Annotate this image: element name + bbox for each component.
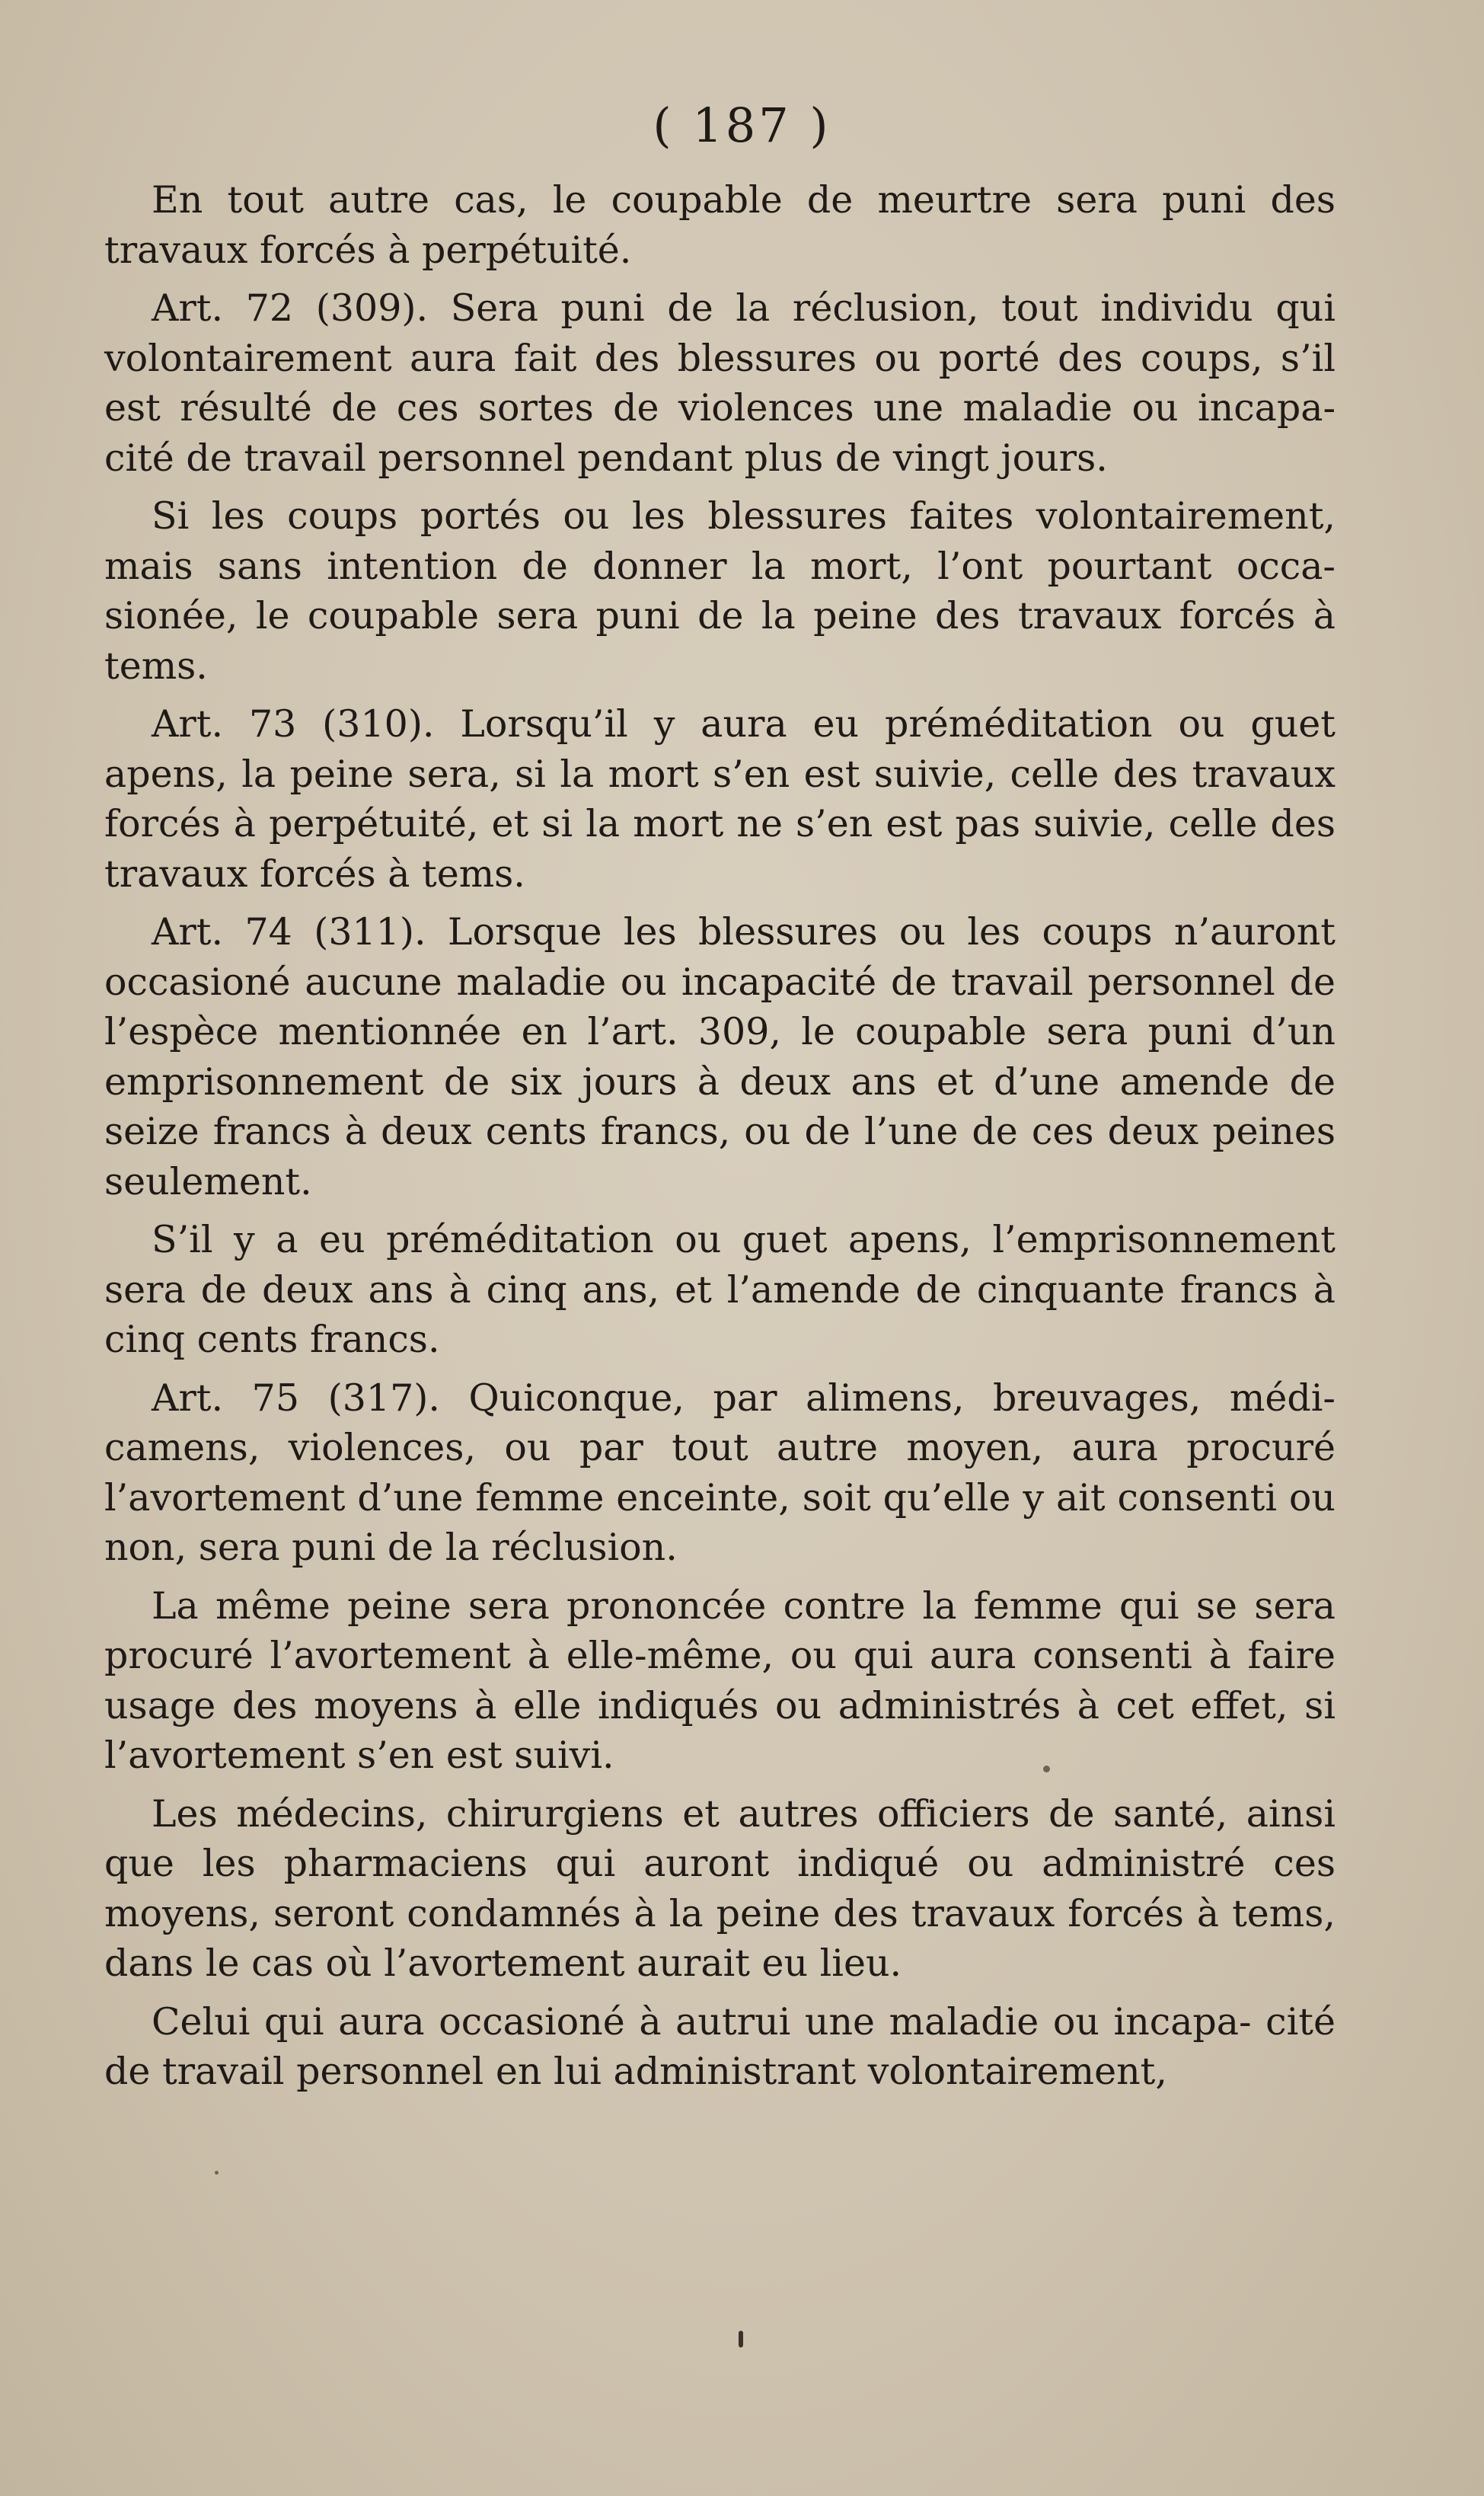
paragraph-coups-portes: Si les coups portés ou les blessures faites volontairement, mais sans intention de donner la mort, l’ont pourtant occa- sionée, le coupable sera puni de la peine des travaux forcés à tems. (104, 494, 1336, 688)
paragraph-art-73: Art. 73 (310). Lorsqu’il y aura eu préméditation ou guet apens, la peine sera, si la mort s’en est suivie, celle des travaux forcés à perpétuité, et si la mort ne s’en est pas suivie, celle des travaux forcés à tems. (104, 702, 1336, 896)
paragraph-art-75: Art. 75 (317). Quiconque, par alimens, breuvages, médi- camens, violences, ou par tout autre moyen, aura procuré l’avortement d’une femme enceinte, soit qu’elle y ait consenti ou non, sera puni de la réclusion. (104, 1376, 1336, 1569)
paragraph-medecins: Les médecins, chirurgiens et autres officiers de santé, ainsi que les pharmaciens qui auront indiqué ou administré ces moyens, seront condamnés à la peine des travaux forcés à tems, dans le cas où l’avortement aurait eu lieu. (104, 1791, 1336, 1985)
ink-mark (739, 2331, 743, 2347)
page-number: ( 187 ) (653, 97, 831, 153)
paragraph-art-72: Art. 72 (309). Sera puni de la réclusion, tout individu qui volontairement aura fait des blessures ou porté des coups, s’il est résulté de ces sortes de violences une maladie ou incapa- cité de travail personnel pendant plus de vingt jours. (104, 286, 1336, 480)
paragraph-art-74: Art. 74 (311). Lorsque les blessures ou les coups n’auront occasioné aucune maladie ou incapacité de travail personnel de l’espèce mentionnée en l’art. 309, le coupable sera puni d’un emprisonnement de six jours à deux ans et d’une amende de seize francs à deux cents francs, ou de l’une de ces deux peines seulement. (104, 910, 1336, 1203)
paper-speck (215, 2171, 219, 2175)
paper-speck (1043, 1766, 1050, 1772)
paragraph-celui-qui: Celui qui aura occasioné à autrui une maladie ou incapa- cité de travail personnel en lui administrant volontairement, (104, 1999, 1336, 2093)
paragraph-meme-peine: La même peine sera prononcée contre la femme qui se sera procuré l’avortement à elle-même, ou qui aura consenti à faire usage des moyens à elle indiqués ou administrés à cet effet, si l’avortement s’en est suivi. (104, 1584, 1336, 1777)
paragraph-premeditation: S’il y a eu préméditation ou guet apens, l’emprisonnement sera de deux ans à cinq ans, et l’amende de cinquante francs à cinq cents francs. (104, 1218, 1336, 1361)
body-text (104, 175, 1336, 2105)
paragraph-meurtre: En tout autre cas, le coupable de meurtre sera puni des travaux forcés à perpétuité. (104, 178, 1336, 272)
